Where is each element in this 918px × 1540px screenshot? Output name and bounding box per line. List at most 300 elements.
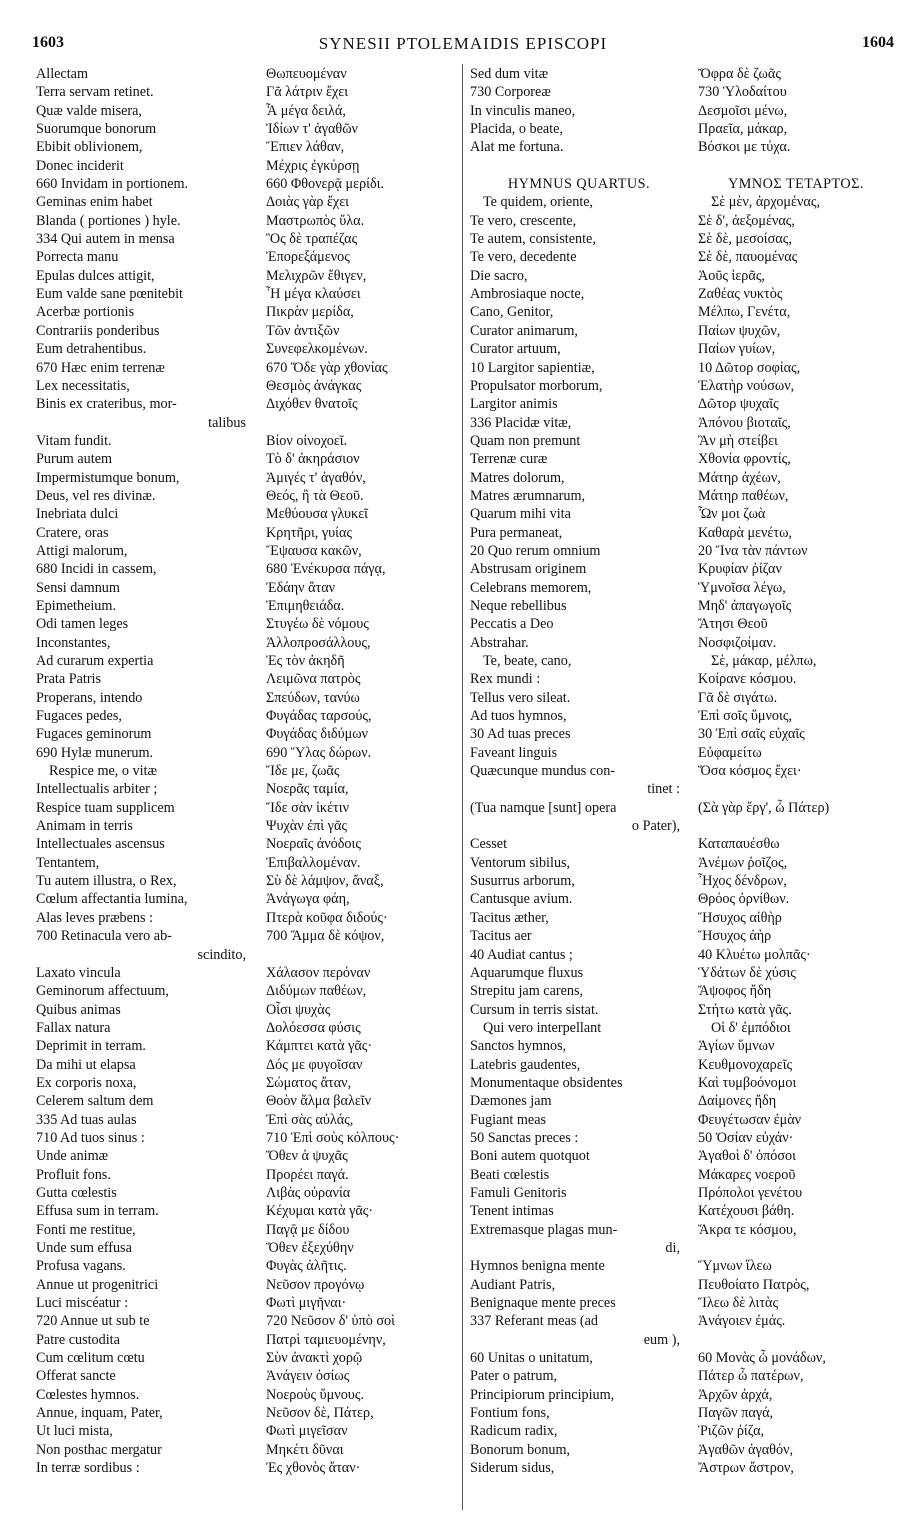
text-line: Binis ex crateribus, mor- (36, 396, 177, 413)
hymn-heading: HYMNUS QUARTUS. (507, 176, 651, 193)
text-line: talibus (208, 414, 246, 431)
text-line: Ἀπόνου βιοταῖς, (698, 414, 791, 431)
text-line: 680 Ἐνέκυρσα πάγᾳ, (266, 561, 386, 578)
text-line: Συνεφελκομένων. (266, 341, 368, 358)
text-line (698, 817, 894, 835)
text-line: Μηκέτι δῦναι (266, 1441, 344, 1458)
text-line: 660 Φθονερᾷ μερίδι. (266, 176, 385, 193)
text-line: Τὸ δ' ἀκηράσιον (266, 451, 360, 468)
text-line: Beati cœlestis (470, 1166, 550, 1183)
text-line: Fugaces geminorum (36, 726, 152, 743)
text-line: 710 Ἐπὶ σοὺς κόλπους· (266, 1129, 400, 1146)
text-line: Κρυφίαν ῥίζαν (698, 561, 782, 578)
text-line: 334 Qui autem in mensa (36, 231, 175, 248)
text-line: Properans, intendo (36, 689, 143, 706)
text-line: Ἂν μὴ στείβει (698, 432, 778, 449)
text-line: 50 Ὁσίαν εὐχάν· (698, 1129, 794, 1146)
text-line: Porrecta manu (36, 249, 119, 266)
text-line: Ἀοῦς ἱερᾶς, (698, 267, 765, 284)
text-line (470, 157, 688, 175)
text-line: Μάτηρ παθέων, (698, 487, 789, 504)
text-line: Laxato vincula (36, 964, 121, 981)
text-line: Tu autem illustra, o Rex, (36, 873, 177, 890)
text-line: Curator animarum, (470, 322, 578, 339)
page-number-left: 1603 (32, 34, 64, 51)
text-line: Abstrahar. (470, 634, 529, 651)
text-line: Σὺν ἀνακτὶ χορῷ (266, 1350, 363, 1367)
text-line: 660 Invidam in portionem. (36, 176, 189, 193)
text-line: Ἥσυχος ἀὴρ (698, 928, 772, 945)
text-line: Tentantem, (36, 854, 100, 871)
text-line: Prata Patris (36, 671, 102, 688)
text-line: Ὃς δὲ τραπέζας (266, 231, 358, 248)
text-line: Γᾶ δὲ σιγάτω. (698, 689, 778, 706)
text-line: Ἰδίων τ' ἀγαθῶν (266, 121, 358, 138)
text-line: Ἀγαθῶν ἀγαθόν, (698, 1441, 794, 1458)
text-line: Pater o patrum, (470, 1368, 558, 1385)
text-line: 730 Corporeæ (470, 84, 551, 101)
text-line: Te, beate, cano, (483, 653, 572, 669)
text-line: Ἴδε με, ζωᾶς (266, 763, 340, 780)
text-line: Προρέει παγά. (266, 1166, 349, 1183)
text-line: Audiant Patris, (470, 1276, 556, 1293)
text-line: Σὺ δὲ λάμψον, ἄναξ, (266, 873, 384, 890)
text-line (698, 780, 894, 798)
text-line: Ἆ μέγα δειλά, (266, 102, 346, 119)
text-line: 336 Placidæ vitæ, (470, 414, 572, 431)
text-line: Ἐδάην ἄταν (266, 579, 336, 596)
text-line: Ἔψαυσα κακῶν, (266, 542, 362, 559)
text-line: Ἀγαθοὶ δ' ὁπόσοι (698, 1148, 796, 1165)
text-line: Ἀνάγειν ὁσίως (266, 1368, 350, 1385)
text-line: Latebris gaudentes, (470, 1056, 581, 1073)
text-line: Καθαρὰ μενέτω, (698, 524, 792, 541)
text-line: Curator artuum, (470, 341, 561, 358)
text-line: Νοερᾶς ταμία, (266, 781, 349, 798)
text-line: Μέλπω, Γενέτα, (698, 304, 791, 321)
text-line: Οἱ δ' ἐμπόδιοι (711, 1019, 791, 1036)
text-line: Μηδ' ἀπαγωγοῖς (698, 597, 792, 614)
text-line: 670 Hæc enim terrenæ (36, 359, 165, 376)
text-line: Τῶν ἀντιξῶν (266, 322, 340, 339)
text-line: Ἀμιγές τ' ἀγαθόν, (266, 469, 366, 486)
text-line: Σὲ δὲ, μεσοίσας, (698, 231, 792, 248)
text-line: Διδύμων παθέων, (266, 983, 367, 1000)
text-line: Καὶ τυμβοόνομοι (698, 1074, 797, 1091)
text-line: Profluit fons. (36, 1166, 111, 1183)
text-line: Ebibit oblivionem, (36, 139, 143, 156)
text-line: Στήτω κατὰ γᾶς. (698, 1001, 792, 1018)
text-line: Cursum in terris sistat. (470, 1001, 599, 1018)
text-line: Respice tuam supplicem (36, 799, 175, 816)
text-line: 700 Ἄμμα δὲ κόψον, (266, 928, 385, 945)
text-line: Placida, o beate, (470, 121, 563, 138)
text-line: Radicum radix, (470, 1423, 558, 1440)
text-line: Σὲ μὲν, ἀρχομένας, (711, 194, 821, 211)
text-line: 670 Ὅδε γὰρ χθονίας (266, 359, 388, 376)
text-line: 335 Ad tuas aulas (36, 1111, 137, 1128)
text-line: Purum autem (36, 451, 113, 468)
text-line: Ἐλατὴρ νούσων, (698, 377, 795, 394)
text-line: Tacitus æther, (470, 909, 549, 926)
text-line: Ἄκρα τε κόσμου, (698, 1221, 797, 1238)
text-line: 10 Δῶτορ σοφίας, (698, 359, 801, 376)
text-line: Μάτηρ ἀχέων, (698, 469, 781, 486)
text-line: Cano, Genitor, (470, 304, 554, 321)
text-line: Non posthac mergatur (36, 1441, 162, 1458)
text-line: Quam non premunt (470, 432, 581, 449)
column-divider (462, 64, 463, 1510)
greek-column-left (266, 65, 468, 1525)
text-line: Quarum mihi vita (470, 506, 571, 523)
text-line: Da mihi ut elapsa (36, 1056, 136, 1073)
text-line: Fonti me restitue, (36, 1221, 136, 1238)
text-line: 680 Incidi in cassem, (36, 561, 157, 578)
text-line: Fugaces pedes, (36, 708, 122, 725)
text-line: Cœlestes hymnos. (36, 1386, 140, 1403)
text-line: In terræ sordibus : (36, 1460, 140, 1477)
text-line: Νοεροὺς ὕμνους. (266, 1386, 364, 1403)
text-line: Θωπευομέναν (266, 66, 347, 82)
text-line: Dæmones jam (470, 1093, 552, 1110)
text-line: Unde animæ (36, 1148, 109, 1165)
text-line: Susurrus arborum, (470, 873, 575, 890)
text-line: Ἴδε σὰν ἱκέτιν (266, 799, 349, 816)
text-line: Κοίρανε κόσμου. (698, 671, 797, 688)
text-line: Ex corporis noxa, (36, 1074, 137, 1091)
text-line: Acerbæ portionis (36, 304, 135, 321)
text-line: Δαίμονες ἤδη (698, 1093, 777, 1110)
text-line: Aquarumque fluxus (470, 964, 584, 981)
text-line: Principiorum principium, (470, 1386, 615, 1403)
text-line: Patre custodita (36, 1331, 120, 1348)
text-line: Ἦ μέγα κλαύσει (266, 286, 361, 303)
text-line: Φυγάδας διδύμων (266, 726, 368, 743)
text-line: Intellectuales ascensus (36, 836, 165, 853)
text-line: Animam in terris (36, 818, 133, 835)
text-line: Die sacro, (470, 267, 528, 284)
text-line: Φευγέτωσαν ἐμὰν (698, 1111, 802, 1128)
text-line: Ἀνάγωγα φάη, (266, 891, 350, 908)
text-line: Μαστρωπὸς ὕλα. (266, 212, 365, 229)
text-line: Ἀνάγοιεν ἐμάς. (698, 1313, 786, 1330)
text-line: In vinculis maneo, (470, 102, 576, 119)
text-line: Σπεύδων, τανύω (266, 689, 360, 706)
text-line: Geminas enim habet (36, 194, 153, 211)
text-line: Ὅθεν ἁ ψυχᾶς (266, 1148, 348, 1165)
text-line: Κάμπτει κατὰ γᾶς· (266, 1038, 373, 1055)
text-line: Πικρὰν μερίδα, (266, 304, 354, 321)
text-line: Tacitus aer (470, 928, 532, 945)
text-line: (Tua namque [sunt] opera (470, 799, 617, 816)
text-line (266, 946, 468, 964)
text-line: Offerat sancte (36, 1368, 116, 1385)
text-line: Νοσφιζοίμαν. (698, 634, 777, 651)
text-line: Quæcunque mundus con- (470, 763, 616, 780)
text-line: Fallax natura (36, 1019, 111, 1036)
text-line: Epulas dulces attigit, (36, 267, 155, 284)
text-line: Inconstantes, (36, 634, 111, 651)
text-line: Famuli Genitoris (470, 1184, 567, 1201)
text-line: Celerem saltum dem (36, 1093, 154, 1110)
text-line: Λειμῶνα πατρὸς (266, 671, 361, 688)
text-line: Σὲ δ', ἀεξομένας, (698, 212, 795, 229)
text-line: Ὑδάτων δὲ χύσις (698, 964, 796, 981)
text-line: Neque rebellibus (470, 597, 567, 614)
text-line: Cratere, oras (36, 524, 109, 541)
text-line: Παίων ψυχῶν, (698, 322, 781, 339)
text-line: Ὑμνοῖσα λέγω, (698, 579, 786, 596)
text-line: Ἐς χθονὸς ἄταν· (266, 1460, 361, 1477)
text-line: Largitor animis (470, 396, 558, 413)
text-line: Λιβὰς οὐρανία (266, 1184, 351, 1201)
text-line: Ἐπορεξάμενος (266, 249, 350, 266)
text-line: Eum valde sane pœnitebit (36, 286, 183, 303)
text-line: Χθονία φροντίς, (698, 451, 791, 468)
text-line: Θεσμὸς ἀνάγκας (266, 377, 362, 394)
text-line: Σὲ δὲ, παυομένας (698, 249, 798, 266)
text-line: Ἀνέμων ῥοῖζος, (698, 854, 788, 871)
text-line: Lex necessitatis, (36, 377, 130, 394)
text-line: Δεσμοῖσι μένω, (698, 102, 788, 119)
text-line: Boni autem quotquot (470, 1148, 590, 1165)
text-line: Βόσκοι με τύχα. (698, 139, 791, 156)
text-line (698, 1239, 894, 1257)
text-line: Te vero, decedente (470, 249, 577, 266)
text-line: Ἐπὶ σὰς αὐλάς, (266, 1111, 354, 1128)
text-line: Ὄφρα δὲ ζωᾶς (698, 66, 781, 82)
text-line: Sed dum vitæ (470, 66, 549, 82)
latin-column-left (36, 65, 254, 1525)
text-line: Ἄστρων ἄστρον, (698, 1460, 794, 1477)
text-line: Πραεῖα, μάκαρ, (698, 121, 788, 138)
text-line: Sanctos hymnos, (470, 1038, 567, 1055)
text-line: Annue, inquam, Pater, (36, 1405, 163, 1422)
text-line: Allectam (36, 66, 88, 82)
text-line: di, (665, 1240, 680, 1256)
text-line: Ψυχὰν ἐπὶ γᾶς (266, 818, 347, 835)
text-line: 690 Hylæ munerum. (36, 744, 154, 761)
text-line: (Σὰ γὰρ ἔργ', ὦ Πάτερ) (698, 799, 830, 816)
text-line: Κρητῆρι, γυίας (266, 524, 353, 541)
text-line: Πευθοίατο Πατρὸς, (698, 1276, 810, 1293)
text-line: 20 Ἵνα τὰν πάντων (698, 542, 808, 559)
text-line: Celebrans memorem, (470, 579, 592, 596)
text-line: Cantusque avium. (470, 891, 573, 908)
text-line: Μάκαρες νοεροῦ (698, 1166, 796, 1183)
text-line: Ad tuos hymnos, (470, 708, 567, 725)
text-line: Cum cœlitum cœtu (36, 1350, 145, 1367)
text-line: Peccatis a Deo (470, 616, 554, 633)
text-line: Te quidem, oriente, (483, 194, 594, 211)
text-line: Καταπαυέσθω (698, 836, 780, 853)
text-line: Gutta cœlestis (36, 1184, 117, 1201)
running-title: SYNESII PTOLEMAIDIS EPISCOPI (318, 34, 608, 53)
text-line: Ad curarum expertia (36, 653, 154, 669)
text-line: Cœlum affectantia lumina, (36, 891, 188, 908)
text-line: Θρόος ὀρνίθων. (698, 891, 790, 908)
text-line: Φωτὶ μιγῆναι· (266, 1295, 347, 1312)
text-line: 690 Ὕλας δώρων. (266, 744, 372, 761)
text-line: Terra servam retinet. (36, 84, 154, 101)
text-line: Μελιχρῶν ἔθιγεν, (266, 267, 367, 284)
text-line: Eum detrahentibus. (36, 341, 147, 358)
text-line: Impermistumque bonum, (36, 469, 180, 486)
text-line: Blanda ( portiones ) hyle. (36, 212, 181, 229)
text-line: Πρόπολοι γενέτου (698, 1184, 803, 1201)
text-line: Fontium fons, (470, 1405, 550, 1422)
text-line: 720 Annue ut sub te (36, 1313, 150, 1330)
text-line: Tellus vero sileat. (470, 689, 571, 706)
text-line: Δῶτορ ψυχαῖς (698, 396, 779, 413)
text-line: Qui vero interpellant (483, 1019, 602, 1036)
text-line: Deprimit in terram. (36, 1038, 146, 1055)
text-line: Terrenæ curæ (470, 451, 548, 468)
text-line: Matres dolorum, (470, 469, 565, 486)
text-line: Πατρὶ ταμιευομένην, (266, 1331, 386, 1348)
text-line: Contrariis ponderibus (36, 322, 160, 339)
text-line: Monumentaque obsidentes (470, 1074, 623, 1091)
text-line: Κατέχουσι βάθη. (698, 1203, 795, 1220)
text-line: Quæ valde misera, (36, 102, 142, 119)
text-line: Hymnos benigna mente (470, 1258, 605, 1275)
text-line: Εὐφαμείτω (698, 744, 762, 761)
text-line: Νεῦσον δὲ, Πάτερ, (266, 1405, 374, 1422)
text-line: 40 Audiat cantus ; (470, 946, 573, 963)
text-line: Deus, vel res divinæ. (36, 487, 156, 504)
text-line: Ὅθεν ἐξεχύθην (266, 1240, 354, 1256)
text-line: eum ), (643, 1331, 680, 1348)
text-line: Ἐπὶ σοῖς ὕμνοις, (698, 708, 792, 725)
text-line: Νεῦσον προγόνῳ (266, 1276, 365, 1293)
text-line: Ut luci mista, (36, 1423, 113, 1440)
text-line: Alat me fortuna. (470, 139, 564, 156)
text-line: Profusa vagans. (36, 1258, 126, 1275)
text-line: Θοὸν ἅλμα βαλεῖν (266, 1093, 372, 1110)
text-line: 60 Unitas o unitatum, (470, 1350, 593, 1367)
running-header (32, 34, 894, 58)
text-line: Ἐς τὸν ἀκηδῆ (266, 653, 345, 669)
text-line: Ἄψοφος ἤδη (698, 983, 772, 1000)
text-line: Φωτὶ μιγεῖσαν (266, 1423, 348, 1440)
text-line: 700 Retinacula vero ab- (36, 928, 172, 945)
text-line: 720 Νεῦσον δ' ὑπὸ σοὶ (266, 1313, 395, 1330)
text-line: Παίων γυίων, (698, 341, 776, 358)
text-line: Inebriata dulci (36, 506, 119, 523)
text-line: Odi tamen leges (36, 616, 129, 633)
text-line: Δοιὰς γὰρ ἔχει (266, 194, 349, 211)
text-line: Ventorum sibilus, (470, 854, 571, 871)
text-line: 337 Referant meas (ad (470, 1313, 599, 1330)
text-line: Σὲ, μάκαρ, μέλπω, (711, 653, 817, 669)
text-line (266, 414, 468, 432)
text-line: Οἷσι ψυχὰς (266, 1001, 331, 1018)
text-line: Suorumque bonorum (36, 121, 157, 138)
text-line: Vitam fundit. (36, 432, 112, 449)
text-line: Ζαθέας νυκτὸς (698, 286, 783, 303)
text-line: Pura permaneat, (470, 524, 563, 541)
text-line: Strepitu jam carens, (470, 983, 584, 1000)
text-line: Effusa sum in terram. (36, 1203, 159, 1220)
text-line: Benignaque mente preces (470, 1295, 616, 1312)
text-line: Te autem, consistente, (470, 231, 596, 248)
text-line: Ἁγίων ὕμνων (698, 1038, 775, 1055)
text-line: Ῥιζῶν ῥίζα, (698, 1423, 765, 1440)
text-line: Donec inciderit (36, 157, 124, 174)
text-line: Φυγὰς ἀλῆτις. (266, 1258, 347, 1275)
text-line: Δολόεσσα φύσις (266, 1019, 361, 1036)
text-line: Γᾶ λάτριν ἔχει (266, 84, 349, 101)
text-line: 50 Sanctas preces : (470, 1129, 579, 1146)
text-line: Propulsator morborum, (470, 377, 603, 394)
text-line: Abstrusam originem (470, 561, 587, 578)
hymn-heading: ΥΜΝΟΣ ΤΕΤΑΡΤΟΣ. (728, 176, 864, 193)
text-line: 30 Ad tuas preces (470, 726, 571, 743)
greek-column-right (698, 65, 894, 1525)
text-line: Κευθμονοχαρεῖς (698, 1056, 793, 1073)
text-line: Ἔπιεν λάθαν, (266, 139, 345, 156)
text-line: Bonorum bonum, (470, 1441, 571, 1458)
text-line: Respice me, o vitæ (49, 763, 157, 780)
text-line: Faveant linguis (470, 744, 558, 761)
text-line: Ἐπιμηθειάδα. (266, 597, 345, 614)
text-line: Siderum sidus, (470, 1460, 555, 1477)
text-line: Στυγέω δὲ νόμους (266, 616, 369, 633)
text-line: Ὧν μοι ζωὰ (698, 506, 766, 523)
text-line: Ἥσυχος αἰθὴρ (698, 909, 782, 926)
text-line: scindito, (197, 946, 246, 963)
text-line: Παγῶν παγά, (698, 1405, 774, 1422)
text-line: Ambrosiaque nocte, (470, 286, 585, 303)
text-line: Annue ut progenitrici (36, 1276, 159, 1293)
text-line: Attigi malorum, (36, 542, 128, 559)
text-line: Σώματος ἄταν, (266, 1074, 352, 1091)
text-line: Cesset (470, 836, 508, 853)
text-line: Βίον οἰνοχοεῖ. (266, 432, 348, 449)
text-line: Quibus animas (36, 1001, 121, 1018)
text-line: Fugiant meas (470, 1111, 547, 1128)
page-number-right: 1604 (862, 34, 894, 51)
text-line: Θεός, ἢ τὰ Θεοῦ. (266, 487, 364, 504)
text-line: Intellectualis arbiter ; (36, 781, 158, 798)
text-line: 60 Μονὰς ὦ μονάδων, (698, 1350, 826, 1367)
text-line: 10 Largitor sapientiæ, (470, 359, 595, 376)
text-line: Μεθύουσα γλυκεῖ (266, 506, 368, 523)
text-line: Πάτερ ὦ πατέρων, (698, 1368, 804, 1385)
text-line: Διχόθεν θνατοῖς (266, 396, 358, 413)
text-line: Νοεραῖς ἀνόδοις (266, 836, 361, 853)
text-line (698, 157, 894, 175)
text-line: Δός με φυγοῖσαν (266, 1056, 363, 1073)
text-line: 30 Ἐπὶ σαῖς εὐχαῖς (698, 726, 805, 743)
text-line: Rex mundi : (470, 671, 541, 688)
text-line: 730 Ὑλοδαίτου (698, 84, 787, 101)
text-line: Πτερὰ κοῦφα διδούς· (266, 909, 388, 926)
text-line: Alas leves præbens : (36, 909, 154, 926)
text-line: Ἵλεω δὲ λιτὰς (698, 1295, 779, 1312)
text-line: Χάλασον περόναν (266, 964, 371, 981)
text-line: Ἄτησι Θεοῦ (698, 616, 768, 633)
text-line: Sensi damnum (36, 579, 120, 596)
text-line: Ἦχος δένδρων, (698, 873, 787, 890)
text-line: Te vero, crescente, (470, 212, 577, 229)
text-line: Extremasque plagas mun- (470, 1221, 618, 1238)
text-line: Geminorum affectuum, (36, 983, 169, 1000)
text-line: Luci miscéatur : (36, 1295, 129, 1312)
text-line: Epimetheium. (36, 597, 116, 614)
text-line: Φυγάδας ταρσούς, (266, 708, 372, 725)
text-line: 710 Ad tuos sinus : (36, 1129, 145, 1146)
